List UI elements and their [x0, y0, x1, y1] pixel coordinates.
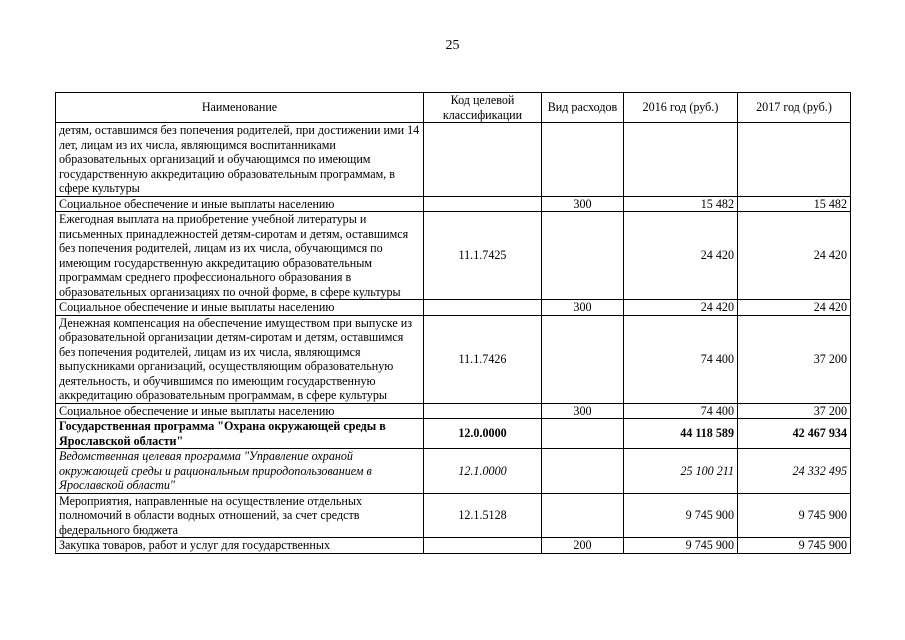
row-2016: 24 420: [624, 212, 738, 300]
header-code: Код целевой классификации: [424, 93, 542, 123]
row-2016: 15 482: [624, 196, 738, 212]
header-2016: 2016 год (руб.): [624, 93, 738, 123]
row-2017: 37 200: [738, 315, 851, 403]
table-header-row: [56, 93, 851, 123]
row-2016: 74 400: [624, 403, 738, 419]
row-code: 12.1.0000: [424, 449, 542, 494]
row-name: Ежегодная выплата на приобретение учебной литературы и письменных принадлежностей детям-сиротам и детям, оставшимся без попечения родителей, лицам из их числа, обучающимся по имеющим государственную аккредитацию образовательным программам среднего профессионального образования в образовательных организациях по очной форме, в сфере культуры: [56, 212, 424, 300]
table-row: [56, 123, 851, 197]
header-kind: Вид расходов: [542, 93, 624, 123]
row-kind: 300: [542, 300, 624, 316]
row-2017: [738, 123, 851, 197]
page-number: 25: [445, 38, 460, 53]
table-row: [56, 493, 851, 538]
row-name: Денежная компенсация на обеспечение имуществом при выпуске из образовательной организации детям-сиротам и детям, оставшимся без попечения родителей, лицам из их числа, являющимся выпускниками организаций, осуществляющим образовательную деятельность, и обучившимся по имеющим государственную аккредитацию образовательным программам, в сфере культуры: [56, 315, 424, 403]
row-2016: 9 745 900: [624, 538, 738, 554]
row-2016: 24 420: [624, 300, 738, 316]
row-code: [424, 300, 542, 316]
row-kind: [542, 315, 624, 403]
row-2016: 25 100 211: [624, 449, 738, 494]
row-kind: 200: [542, 538, 624, 554]
row-kind: [542, 123, 624, 197]
row-kind: 300: [542, 403, 624, 419]
row-name: Социальное обеспечение и иные выплаты населению: [56, 300, 424, 316]
row-2017: 42 467 934: [738, 419, 851, 449]
row-kind: [542, 449, 624, 494]
row-code: [424, 196, 542, 212]
row-kind: [542, 212, 624, 300]
row-2017: 24 332 495: [738, 449, 851, 494]
row-2017: 37 200: [738, 403, 851, 419]
table-row: [56, 449, 851, 494]
row-2016: 9 745 900: [624, 493, 738, 538]
row-name: Социальное обеспечение и иные выплаты населению: [56, 403, 424, 419]
row-2017: 24 420: [738, 300, 851, 316]
row-kind: 300: [542, 196, 624, 212]
header-name: Наименование: [56, 93, 424, 123]
table-row: [56, 212, 851, 300]
table-row: [56, 196, 851, 212]
row-2016: 44 118 589: [624, 419, 738, 449]
table-row: [56, 538, 851, 554]
table-row: [56, 419, 851, 449]
row-2017: 9 745 900: [738, 493, 851, 538]
row-name: Социальное обеспечение и иные выплаты населению: [56, 196, 424, 212]
header-2017: 2017 год (руб.): [738, 93, 851, 123]
row-2017: 24 420: [738, 212, 851, 300]
row-code: 12.1.5128: [424, 493, 542, 538]
row-name: детям, оставшимся без попечения родителей, при достижении ими 14 лет, лицам из их числа, являющимся воспитанниками образовательных организаций и обучающимся по имеющим государственную аккредитацию образовательным программам, в сфере культуры: [56, 123, 424, 197]
row-code: [424, 403, 542, 419]
row-code: 12.0.0000: [424, 419, 542, 449]
row-2016: [624, 123, 738, 197]
table-row: [56, 300, 851, 316]
row-2017: 9 745 900: [738, 538, 851, 554]
row-kind: [542, 419, 624, 449]
row-name: Закупка товаров, работ и услуг для государственных: [56, 538, 424, 554]
table-row: [56, 403, 851, 419]
row-2016: 74 400: [624, 315, 738, 403]
row-name: Мероприятия, направленные на осуществление отдельных полномочий в области водных отношений, за счет средств федерального бюджета: [56, 493, 424, 538]
row-name: Ведомственная целевая программа "Управление охраной окружающей среды и рациональным природопользованием в Ярославской области": [56, 449, 424, 494]
row-name: Государственная программа "Охрана окружающей среды в Ярославской области": [56, 419, 424, 449]
row-code: 11.1.7425: [424, 212, 542, 300]
row-2017: 15 482: [738, 196, 851, 212]
table-row: [56, 315, 851, 403]
row-code: [424, 123, 542, 197]
budget-table: [55, 92, 851, 554]
row-code: [424, 538, 542, 554]
row-kind: [542, 493, 624, 538]
table-body: [56, 123, 851, 554]
row-code: 11.1.7426: [424, 315, 542, 403]
